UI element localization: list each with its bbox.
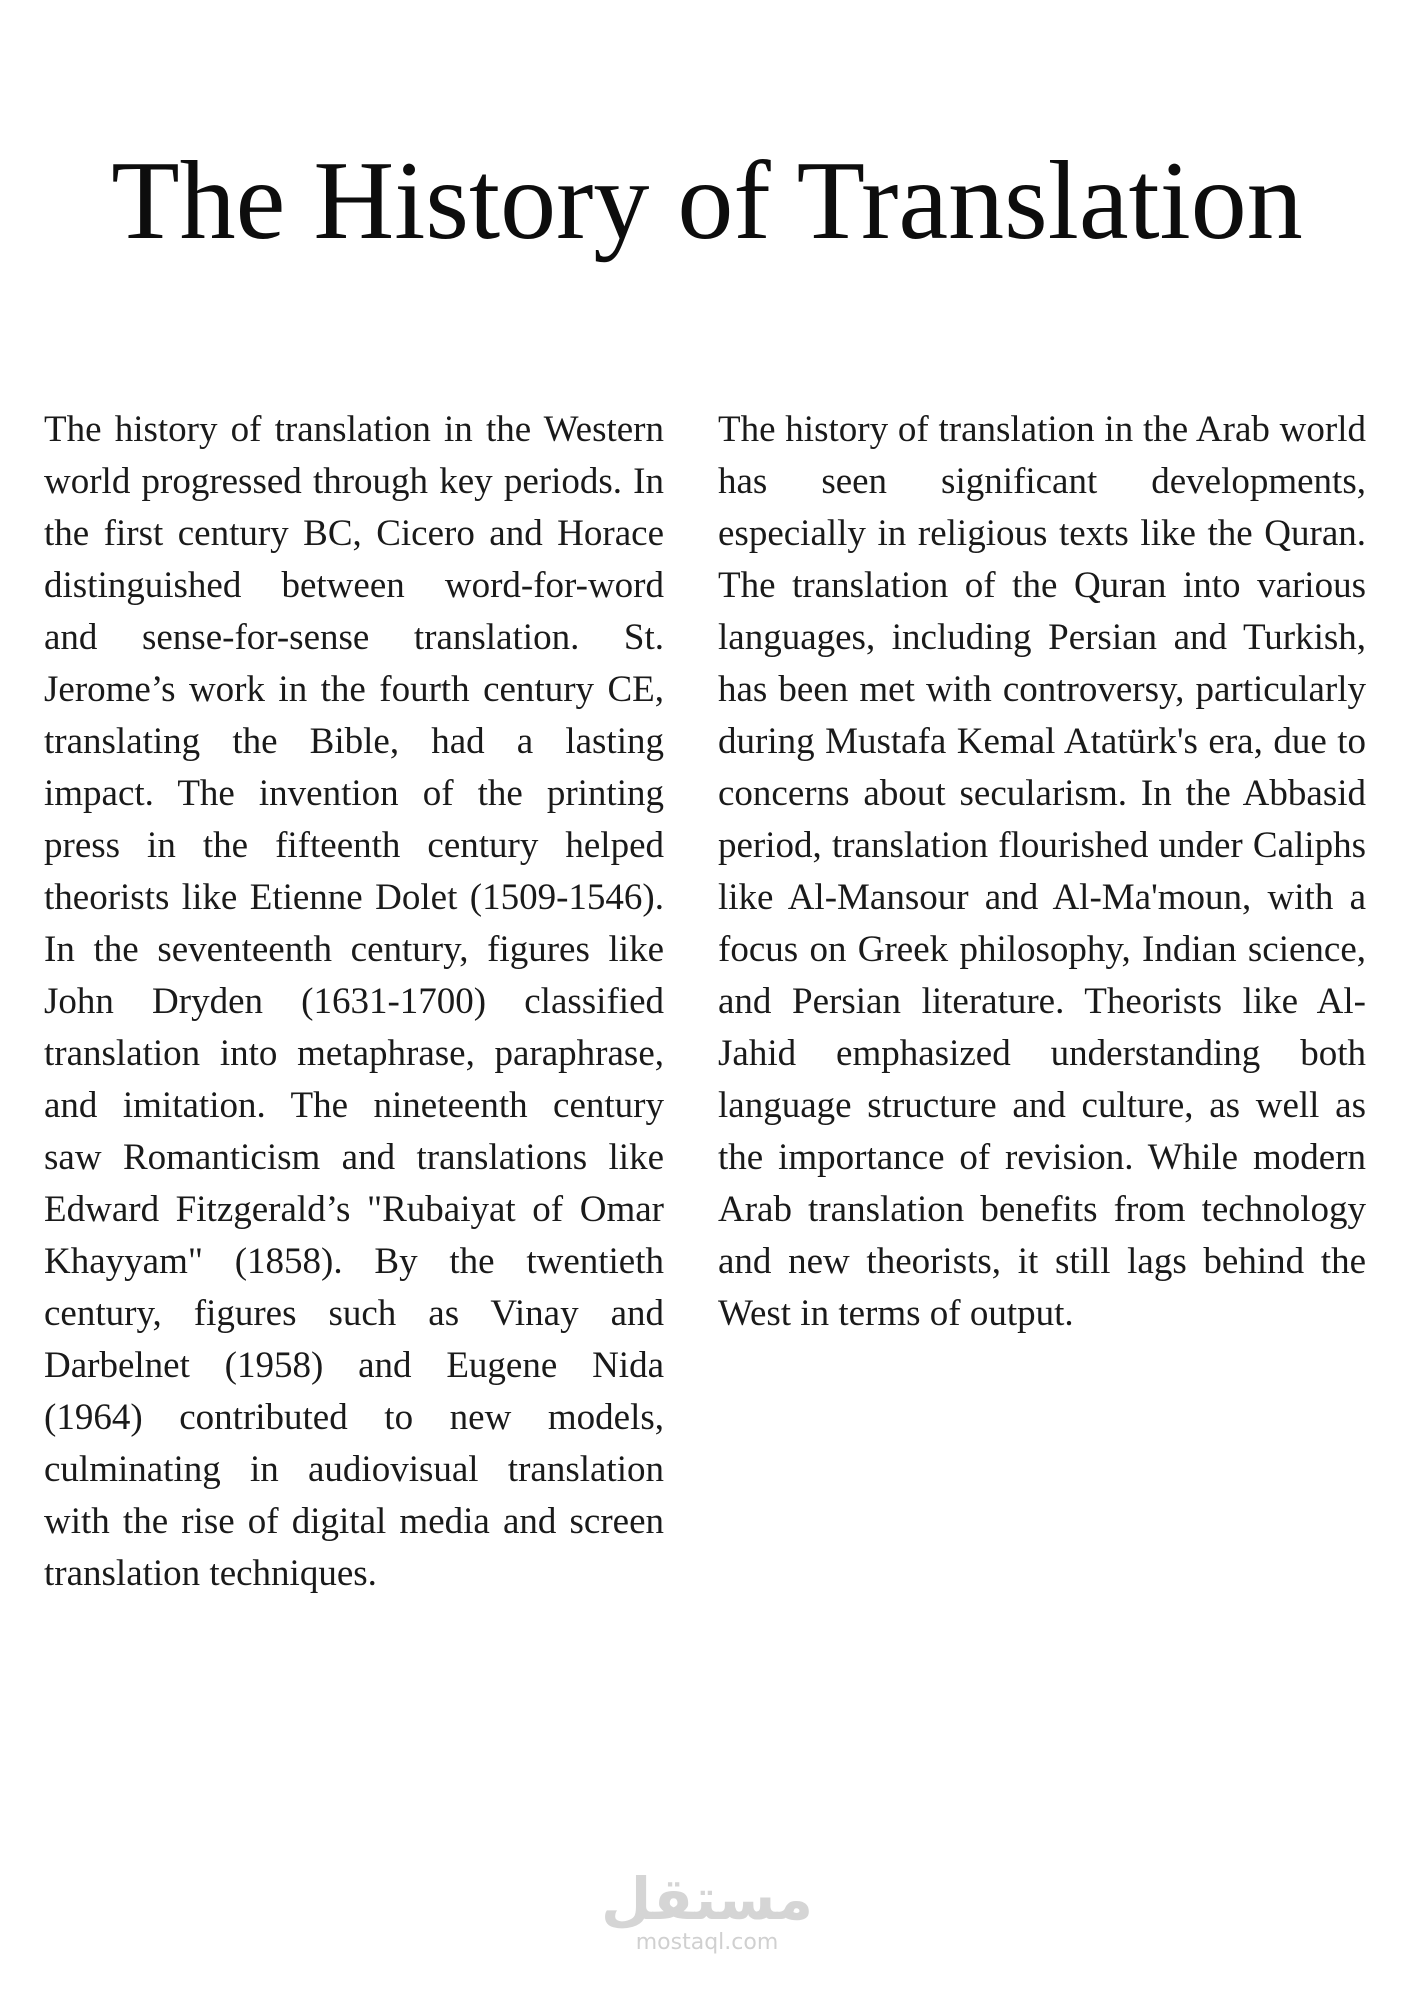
page-title: The History of Translation	[111, 139, 1303, 263]
watermark-logo: مستقل	[600, 1865, 814, 1933]
western-history-paragraph: The history of translation in the Western world progressed through key periods. In the first century BC, Cicero and Horace distinguished between word-for-word and sense-for-sense translation. St. Jerome’s work in the fourth century CE, translating the Bible, had a lasting impact. The invention of the printing press in the fifteenth century helped theorists like Etienne Dolet (1509-1546). In the seventeenth century, figures like John Dryden (1631-1700) classified translation into metaphrase, paraphrase, and imitation. The nineteenth century saw Romanticism and translations like Edward Fitzgerald’s "Rubaiyat of Omar Khayyam" (1858). By the twentieth century, figures such as Vinay and Darbelnet (1958) and Eugene Nida (1964) contributed to new models, culminating in audiovisual translation with the rise of digital media and screen translation techniques.	[44, 409, 664, 1594]
watermark	[0, 1865, 1414, 1955]
watermark-url: mostaql.com	[635, 1930, 779, 1955]
arab-history-paragraph: The history of translation in the Arab world has seen significant developments, especially in religious texts like the Quran. The translation of the Quran into various languages, including Persian and Turkish, has been met with controversy, particularly during Mustafa Kemal Atatürk's era, due to concerns about secularism. In the Abbasid period, translation flourished under Caliphs like Al-Mansour and Al-Ma'moun, with a focus on Greek philosophy, Indian science, and Persian literature. Theorists like Al-Jahid emphasized understanding both language structure and culture, as well as the importance of revision. While modern Arab translation benefits from technology and new theorists, it still lags behind the West in terms of output.	[718, 409, 1366, 1334]
two-column-body	[44, 404, 1366, 1600]
